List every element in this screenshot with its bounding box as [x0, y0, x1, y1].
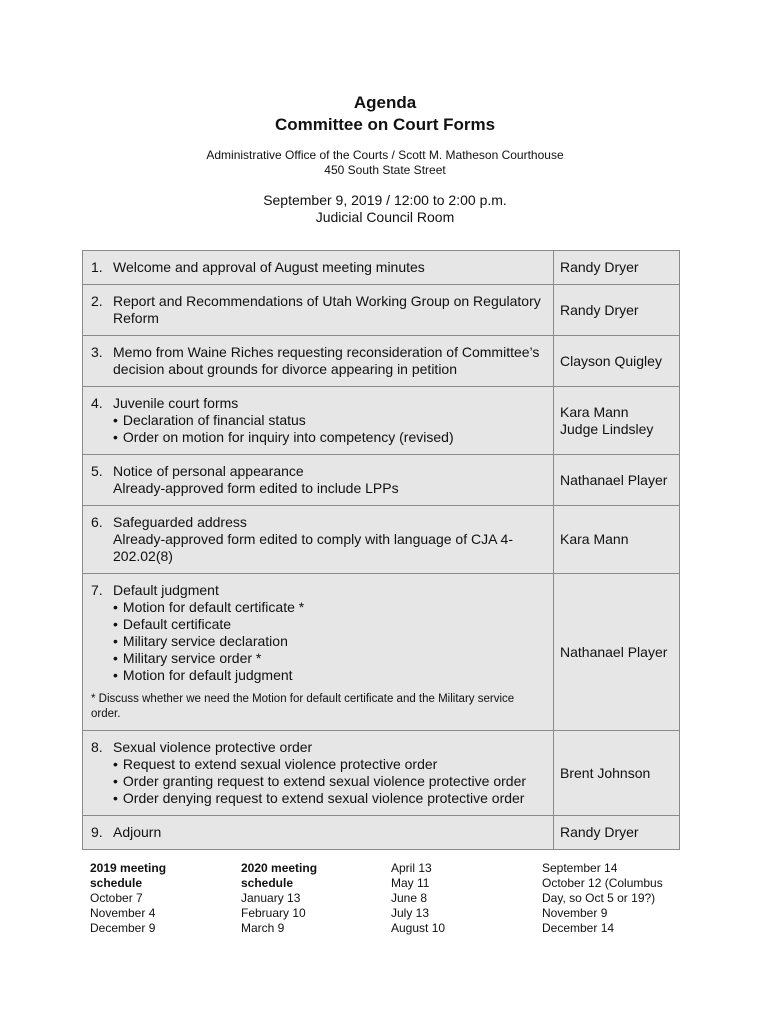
schedule-date: August 10	[391, 921, 446, 935]
agenda-presenter	[554, 285, 680, 336]
agenda-item-text: Juvenile court forms	[113, 395, 239, 411]
agenda-item-number: 8.	[91, 739, 103, 755]
agenda-header	[0, 92, 770, 226]
agenda-row	[83, 387, 680, 455]
presenter-name: Clayson Quigley	[560, 352, 662, 369]
schedule-date: November 4	[90, 906, 156, 920]
presenter-name: Nathanael Player	[560, 471, 668, 488]
schedule-date: October 7	[90, 891, 143, 905]
agenda-item-text: Adjourn	[113, 824, 162, 840]
schedule-date: December 14	[542, 921, 615, 935]
committee-title: Committee on Court Forms	[274, 115, 496, 134]
agenda-row	[83, 336, 680, 387]
agenda-bullet: • Military service order *	[91, 650, 545, 667]
agenda-bullet: • Order on motion for inquiry into competency (revised)	[91, 429, 545, 446]
schedule-date: December 9	[90, 921, 156, 935]
presenter-name: Brent Johnson	[560, 764, 651, 781]
agenda-bullet: • Order granting request to extend sexual violence protective order	[91, 773, 545, 790]
agenda-item-detail: decision about grounds for divorce appearing in petition	[113, 361, 458, 377]
presenter-name: Randy Dryer	[560, 301, 639, 318]
agenda-bullet: • Motion for default certificate *	[91, 599, 545, 616]
schedule-2020-late	[542, 861, 670, 936]
schedule-heading: 2020 meeting	[241, 861, 318, 875]
street-line: 450 South State Street	[324, 163, 446, 177]
agenda-item-text: Safeguarded address	[113, 514, 247, 530]
agenda-presenter	[554, 506, 680, 574]
agenda-item-number: 9.	[91, 824, 103, 840]
agenda-item	[83, 336, 554, 387]
schedule-2020-cont	[391, 861, 531, 936]
agenda-item	[83, 731, 554, 816]
agenda-presenter	[554, 731, 680, 816]
agenda-item-title	[91, 463, 545, 480]
schedule-date: May 11	[391, 876, 430, 890]
agenda-item-text: Notice of personal appearance	[113, 463, 304, 479]
agenda-bullet: • Order denying request to extend sexual violence protective order	[91, 790, 545, 807]
agenda-presenter	[554, 816, 680, 850]
presenter-name: Randy Dryer	[560, 824, 639, 840]
agenda-item-text: Report and Recommendations of Utah Working Group on Regulatory	[113, 293, 541, 309]
agenda-item-number: 3.	[91, 344, 103, 360]
agenda-item-number: 7.	[91, 582, 103, 598]
presenter-name: Judge Lindsley	[560, 420, 654, 437]
agenda-item-title	[91, 395, 545, 412]
agenda-item-number: 4.	[91, 395, 103, 411]
agenda-item-text: Sexual violence protective order	[113, 739, 313, 755]
agenda-item-number: 5.	[91, 463, 103, 479]
agenda-presenter	[554, 574, 680, 731]
presenter-name: Nathanael Player	[560, 643, 668, 660]
meeting-info	[0, 192, 770, 226]
meeting-room: Judicial Council Room	[315, 209, 455, 225]
agenda-bullet: • Motion for default judgment	[91, 667, 545, 684]
presenter-name: Randy Dryer	[560, 259, 639, 275]
agenda-presenter	[554, 336, 680, 387]
agenda-note: * Discuss whether we need the Motion for default certificate and the Military service order.	[91, 693, 515, 720]
agenda-row	[83, 731, 680, 816]
agenda-item-number: 1.	[91, 259, 103, 275]
schedule-date: April 13	[391, 861, 432, 875]
agenda-row	[83, 285, 680, 336]
schedule-2019	[90, 861, 230, 936]
agenda-item-title	[91, 259, 545, 276]
agenda-item-title	[91, 344, 545, 361]
agenda-item	[83, 387, 554, 455]
agenda-item	[83, 574, 554, 731]
presenter-name: Kara Mann	[560, 403, 629, 420]
schedule-heading: schedule	[90, 876, 143, 890]
agenda-item-detail: Already-approved form edited to comply with language of CJA 4-	[113, 531, 513, 547]
agenda-item-detail: Reform	[113, 310, 159, 326]
schedule-date: November 9	[542, 906, 608, 920]
agenda-row	[83, 455, 680, 506]
agenda-item	[83, 285, 554, 336]
agenda-row	[83, 816, 680, 850]
agenda-presenter	[554, 251, 680, 285]
schedule-date: October 12 (Columbus Day, so Oct 5 or 19?)	[542, 876, 663, 905]
agenda-table	[82, 250, 680, 850]
agenda-body	[83, 251, 680, 850]
schedule-date: February 10	[241, 906, 306, 920]
schedule-date: January 13	[241, 891, 301, 905]
schedule-date: July 13	[391, 906, 430, 920]
agenda-item-title	[91, 514, 545, 531]
agenda-item-title	[91, 824, 545, 841]
agenda-item-text: Welcome and approval of August meeting minutes	[113, 259, 425, 275]
agenda-bullet: • Military service declaration	[91, 633, 545, 650]
office-line: Administrative Office of the Courts / Scott M. Matheson Courthouse	[206, 148, 564, 162]
agenda-presenter	[554, 455, 680, 506]
agenda-item-number: 6.	[91, 514, 103, 530]
agenda-item-title	[91, 293, 545, 310]
agenda-item-number: 2.	[91, 293, 103, 309]
agenda-item	[83, 506, 554, 574]
agenda-item-detail: Already-approved form edited to include LPPs	[113, 480, 399, 496]
schedule-heading: 2019 meeting	[90, 861, 167, 875]
agenda-item-detail: 202.02(8)	[113, 548, 173, 564]
schedule-date: March 9	[241, 921, 285, 935]
schedule-2020	[241, 861, 381, 936]
agenda-item-title	[91, 739, 545, 756]
agenda-item-title	[91, 582, 545, 599]
meeting-date: September 9, 2019 / 12:00 to 2:00 p.m.	[263, 192, 507, 208]
agenda-bullet: • Default certificate	[91, 616, 545, 633]
agenda-item	[83, 251, 554, 285]
agenda-item-text: Default judgment	[113, 582, 219, 598]
agenda-item	[83, 816, 554, 850]
agenda-row	[83, 506, 680, 574]
agenda-bullet: • Declaration of financial status	[91, 412, 545, 429]
schedule-heading: schedule	[241, 876, 294, 890]
presenter-name: Kara Mann	[560, 531, 629, 547]
agenda-presenter	[554, 387, 680, 455]
agenda-row	[83, 574, 680, 731]
schedule-date: September 14	[542, 861, 618, 875]
office-address	[0, 148, 770, 178]
agenda-item-text: Memo from Waine Riches requesting reconsideration of Committee’s	[113, 344, 540, 360]
agenda-title: Agenda	[353, 93, 417, 112]
schedule-date: June 8	[391, 891, 428, 905]
agenda-item	[83, 455, 554, 506]
agenda-row	[83, 251, 680, 285]
agenda-bullet: • Request to extend sexual violence protective order	[91, 756, 545, 773]
